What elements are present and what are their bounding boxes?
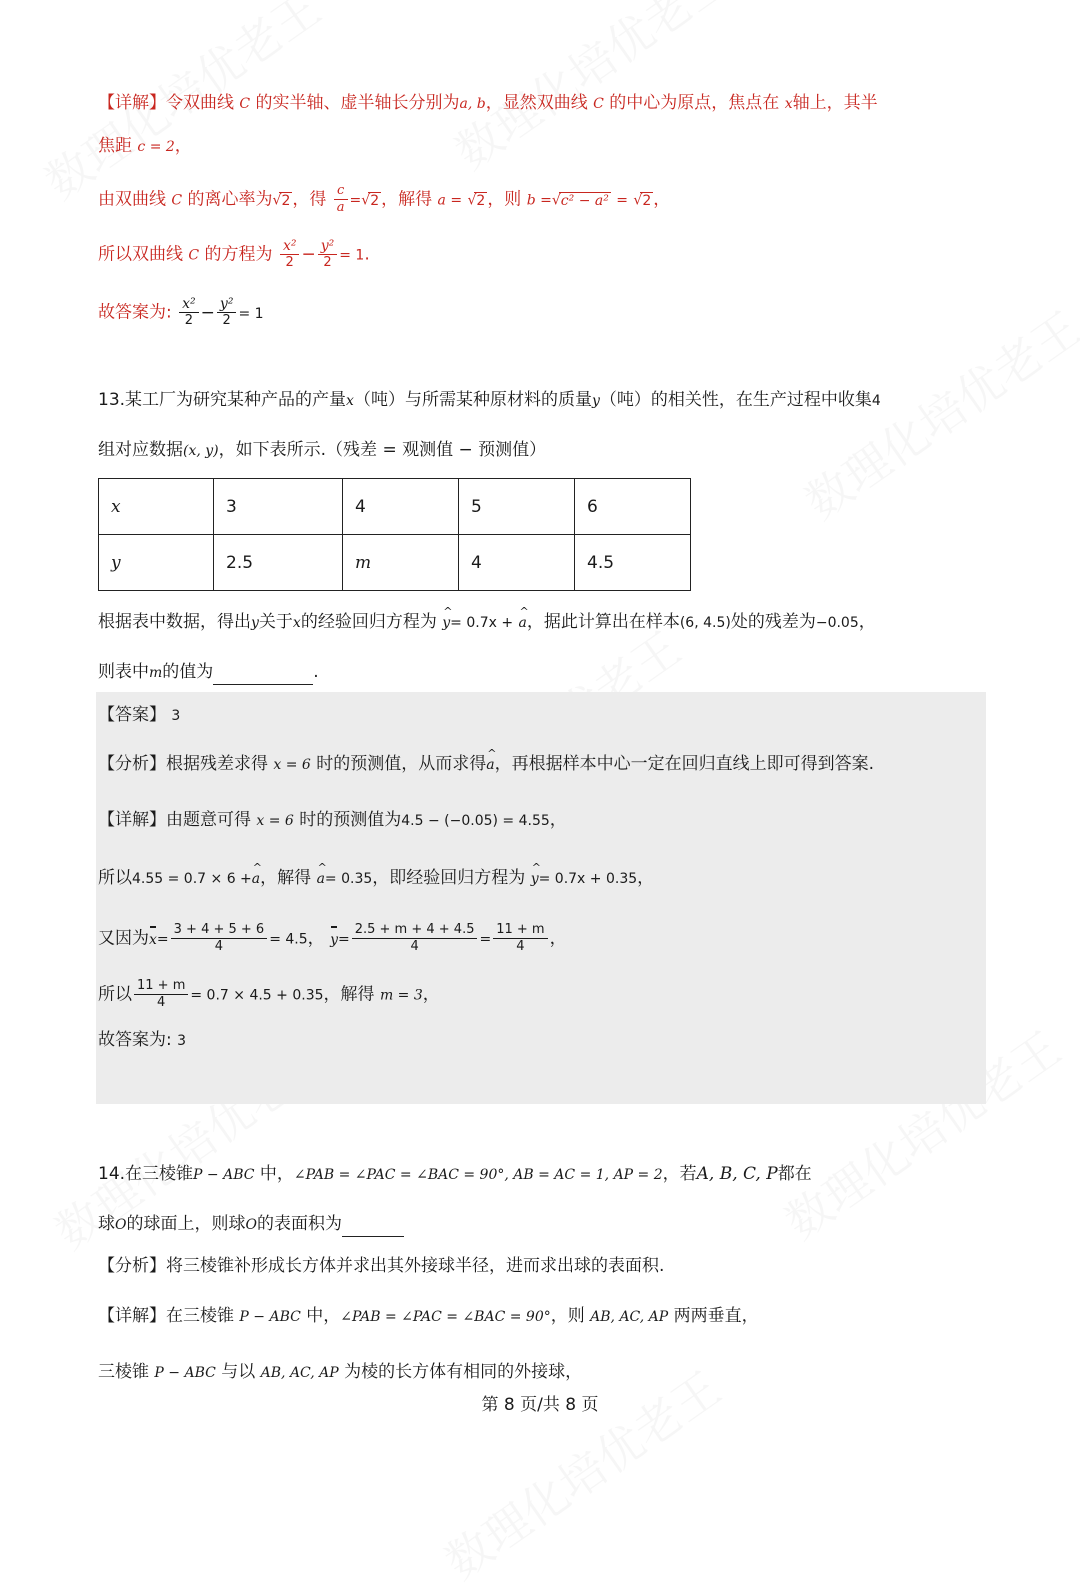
c-over-a-fraction: $\frac{c}{a}$ xyxy=(334,183,348,216)
answer-x2-over-2: $\frac{\text{x²}}{2}$ xyxy=(179,296,199,329)
q13-regression-line: 根据表中数据，得出y关于x的经验回归方程为 ^ y= 0.7x + ^ a，据此计算出在样本(6, 4.5)处的残差为−0.05， xyxy=(98,610,876,635)
q14-last-line: 三棱锥 P − ABC 与以 AB, AC, AP 为棱的长方体有相同的外接球， xyxy=(98,1362,583,1382)
q14-detail: 【详解】在三棱锥 P − ABC 中，∠PAB = ∠PAC = ∠BAC = 90°，则 AB, AC, AP 两两垂直， xyxy=(98,1306,759,1326)
q13-means-line: 又因为x= $\frac{3 + 4 + 5 + 6}{4}$ = 4.5， y= $\frac{2.5 + m + 4 + 4.5}{4}$ = $\frac{11 + m}{4}$ ， xyxy=(98,922,567,954)
page-footer: 第 8 页/共 8 页 xyxy=(481,1395,599,1415)
q12-equation-line: 所以双曲线 C 的方程为 $\frac{\text{x²}}{2}$ − $\frac{\text{y²}}{2}$ = 1. xyxy=(98,238,370,270)
q12-eccentricity-line: 由双曲线 C 的离心率为√2 ，得 $\frac{c}{a}$ =√2 ，解得 a = √2 ，则 b =√c² − a² = √2 ， xyxy=(98,183,671,215)
y2-over-2: $\frac{\text{y²}}{2}$ xyxy=(318,238,338,271)
table-row: x 3 4 5 6 xyxy=(99,479,691,535)
q13-final: 故答案为: 3 xyxy=(98,1030,187,1050)
q13-detail: 【详解】由题意可得 x = 6 时的预测值为4.5 − (−0.05) = 4.55， xyxy=(98,810,567,830)
q14-analysis: 【分析】将三棱锥补形成长方体并求出其外接球半径，进而求出球的表面积. xyxy=(98,1256,665,1276)
ybar-simplified: $\frac{11 + m}{4}$ xyxy=(493,922,547,955)
q14-stem-line2: 球O的球面上，则球O的表面积为 xyxy=(98,1212,404,1237)
x2-over-2: $\frac{\text{x²}}{2}$ xyxy=(280,238,300,271)
q13-answer: 【答案】 3 xyxy=(98,705,181,725)
q13-analysis: 【分析】根据残差求得 x = 6 时的预测值，从而求得^ a，再根据样本中心一定在回归直线上即可得到答案. xyxy=(98,752,874,777)
data-table xyxy=(98,478,691,591)
q13-ask-line: 则表中m的值为 . xyxy=(98,660,319,685)
q13-solve-line: 所以 $\frac{11 + m}{4}$ = 0.7 × 4.5 + 0.35，解得 m = 3， xyxy=(98,978,440,1010)
answer-blank[interactable] xyxy=(342,1212,404,1237)
q12-answer-line: 故答案为: $\frac{\text{x²}}{2}$ − $\frac{\text{y²}}{2}$ = 1 xyxy=(98,296,264,328)
answer-blank[interactable] xyxy=(213,660,313,685)
watermark xyxy=(790,294,1080,533)
ybar-fraction: $\frac{2.5 + m + 4 + 4.5}{4}$ xyxy=(352,922,478,955)
answer-y2-over-2: $\frac{\text{y²}}{2}$ xyxy=(217,296,237,329)
q14-stem-line1: 14.在三棱锥P − ABC 中，∠PAB = ∠PAC = ∠BAC = 90°, AB = AC = 1, AP = 2，若A, B, C, P都在 xyxy=(98,1164,812,1184)
q12-detail-line1: 【详解】令双曲线 C 的实半轴、虚半轴长分别为a, b，显然双曲线 C 的中心为原点，焦点在 x轴上，其半 xyxy=(98,93,878,113)
q13-stem-line1: 13.某工厂为研究某种产品的产量x（吨）与所需某种原材料的质量y（吨）的相关性，在生产过程中收集4 xyxy=(98,390,881,410)
table-row: y 2.5 m 4 4.5 xyxy=(99,535,691,591)
solve-fraction: $\frac{11 + m}{4}$ xyxy=(134,978,188,1011)
xbar-fraction: $\frac{3 + 4 + 5 + 6}{4}$ xyxy=(171,922,268,955)
q13-stem-line2: 组对应数据(x, y)，如下表所示.（残差 = 观测值 − 预测值） xyxy=(98,440,547,460)
q12-detail-line2: 焦距 c = 2， xyxy=(98,136,192,156)
q13-so-line: 所以4.55 = 0.7 × 6 +^ a，解得 ^ a= 0.35，即经验回归方程为 ^ y= 0.7x + 0.35， xyxy=(98,866,654,891)
